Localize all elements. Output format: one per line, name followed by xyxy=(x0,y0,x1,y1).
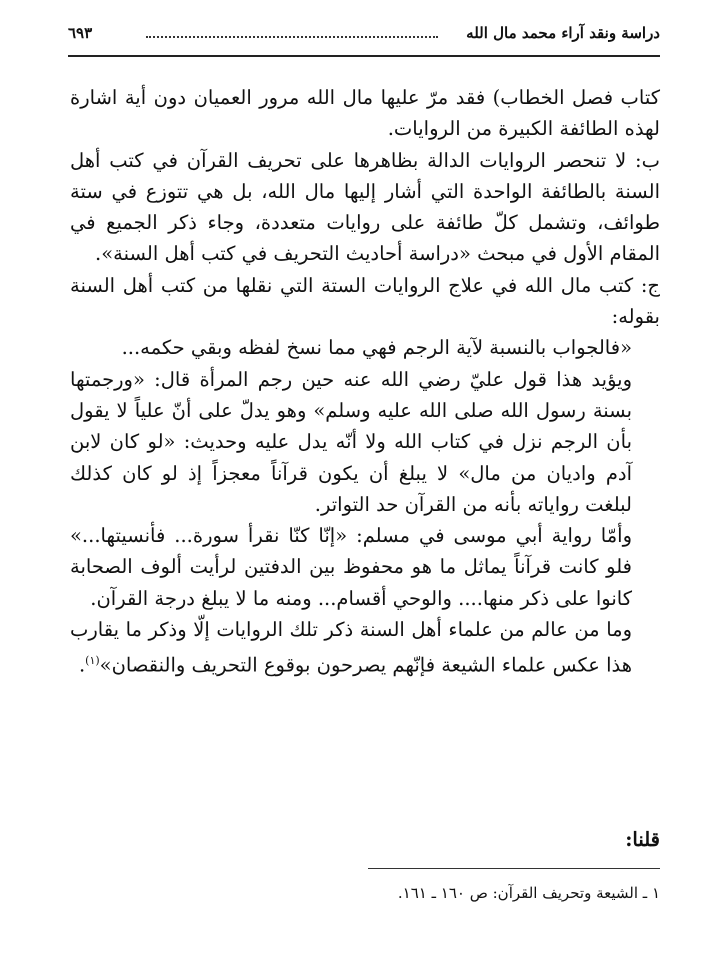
footnote-rule xyxy=(368,868,660,869)
header-title: دراسة ونقد آراء محمد مال الله xyxy=(466,24,660,42)
header-rule xyxy=(68,55,660,57)
footnote: ١ ـ الشيعة وتحريف القرآن: ص ١٦٠ ـ ١٦١. xyxy=(397,884,660,902)
running-header xyxy=(68,24,660,54)
quote-paragraph-3: وأمّا رواية أبي موسى في مسلم: «إنّا كنّا نقرأ سورة... فأنسيتها...» فلو كانت قرآناً يماثل ما هو محفوظ بين الدفتين لرأيت ألوف الصحابة كانوا على ذكر منها.... والوحي أقسام... ومنه ما لا يبلغ درجة القرآن. xyxy=(70,524,632,610)
qulna-heading: قلنا: xyxy=(625,828,660,851)
header-dot-leader xyxy=(146,36,438,38)
paragraph-1: كتاب فصل الخطاب) فقد مرّ عليها مال الله مرور العميان دون أية اشارة لهذه الطائفة الكبيرة من الروايات. xyxy=(70,86,660,141)
quote-paragraph-4-end: . xyxy=(78,653,86,677)
quote-paragraph-1: «فالجواب بالنسبة لآية الرجم فهي مما نسخ لفظه وبقي حكمه... xyxy=(121,336,632,360)
paragraph-2: ب: لا تنحصر الروايات الدالة بظاهرها على تحريف القرآن في كتب أهل السنة بالطائفة الواحدة التي أشار إليها مال الله، بل هي تتوزع في ستة طوائف، وتشمل كلّ طائفة على روايات متعددة، وجاء ذكر الجميع في المقام الأول في مبحث «دراسة أحاديث التحريف في كتب أهل السنة». xyxy=(70,148,660,266)
quote-paragraph-4 xyxy=(70,614,660,681)
page-number: ٦٩٣ xyxy=(68,24,93,42)
paragraph-3: ج: كتب مال الله في علاج الروايات الستة التي نقلها من كتب أهل السنة بقوله: xyxy=(70,273,660,329)
footnote-reference: (١) xyxy=(85,654,100,668)
quote-paragraph-4-text: وما من عالم من علماء أهل السنة ذكر تلك الروايات إلّا وذكر ما يقارب هذا عكس علماء الشيعة فإنّهم يصرحون بوقوع التحريف والنقصان» xyxy=(70,618,632,677)
quote-paragraph-2: ويؤيد هذا قول عليّ رضي الله عنه حين رجم المرأة قال: «ورجمتها بسنة رسول الله صلى الله عليه وسلم» وهو يدلّ على أنّ علياً لا يقول بأن الرجم نزل في كتاب الله ولا أنّه يدل عليه وحديث: «لو كان لابن آدم واديان من مال» لا يبلغ أن يكون قرآناً معجزاً إذ لو كان كذلك لبلغت رواياته بأنه من القرآن حد التواتر. xyxy=(70,367,632,516)
body-text xyxy=(70,82,660,681)
